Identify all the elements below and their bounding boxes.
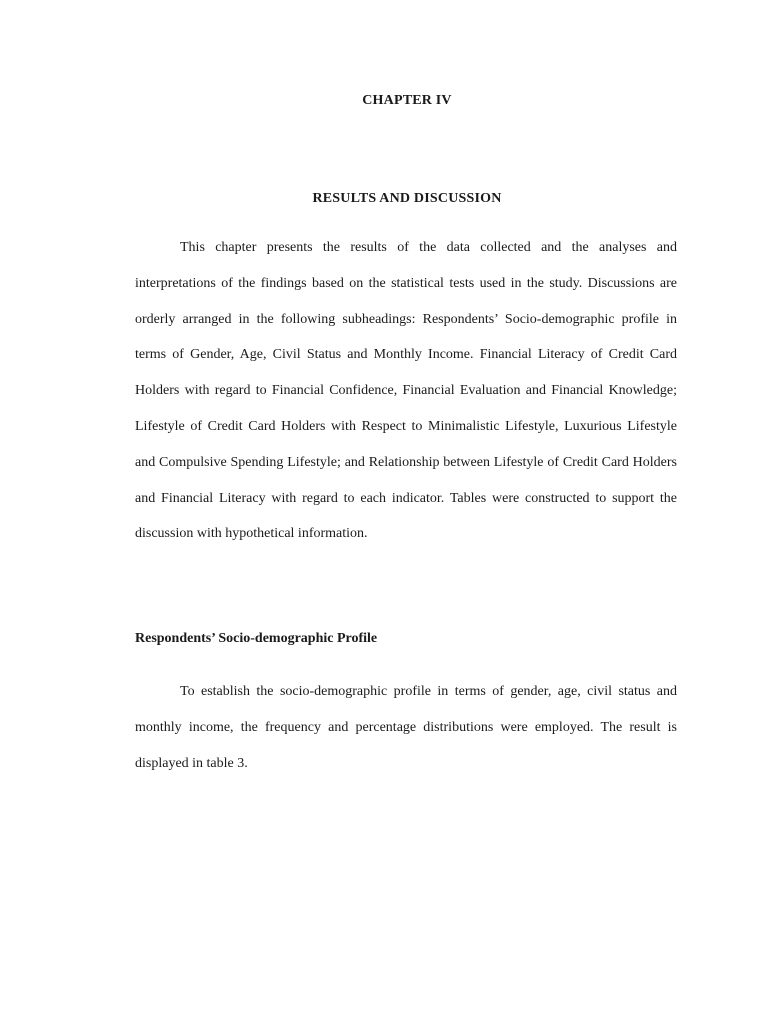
subheading-socio-demographic-profile: Respondents’ Socio-demographic Profile — [135, 631, 378, 646]
profile-paragraph: To establish the socio-demographic profile in terms of gender, age, civil status and monthly income, the frequency and percentage distributions were employed. The result is displayed in table 3. — [135, 684, 677, 771]
intro-paragraph: This chapter presents the results of the data collected and the analyses and interpretations of the findings based on the statistical tests used in the study. Discussions are orderly arranged in the following subheadings: Respondents’ Socio-demographic profile in terms of Gender, Age, Civil Status and Monthly Income. Financial Literacy of Credit Card Holders with regard to Financial Confidence, Financial Evaluation and Financial Knowledge; Lifestyle of Credit Card Holders with Respect to Minimalistic Lifestyle, Luxurious Lifestyle and Compulsive Spending Lifestyle; and Relationship between Lifestyle of Credit Card Holders and Financial Literacy with regard to each indicator. Tables were constructed to support the discussion with hypothetical information. — [135, 240, 677, 542]
section-heading: RESULTS AND DISCUSSION — [312, 191, 502, 206]
chapter-heading: CHAPTER IV — [362, 93, 452, 108]
